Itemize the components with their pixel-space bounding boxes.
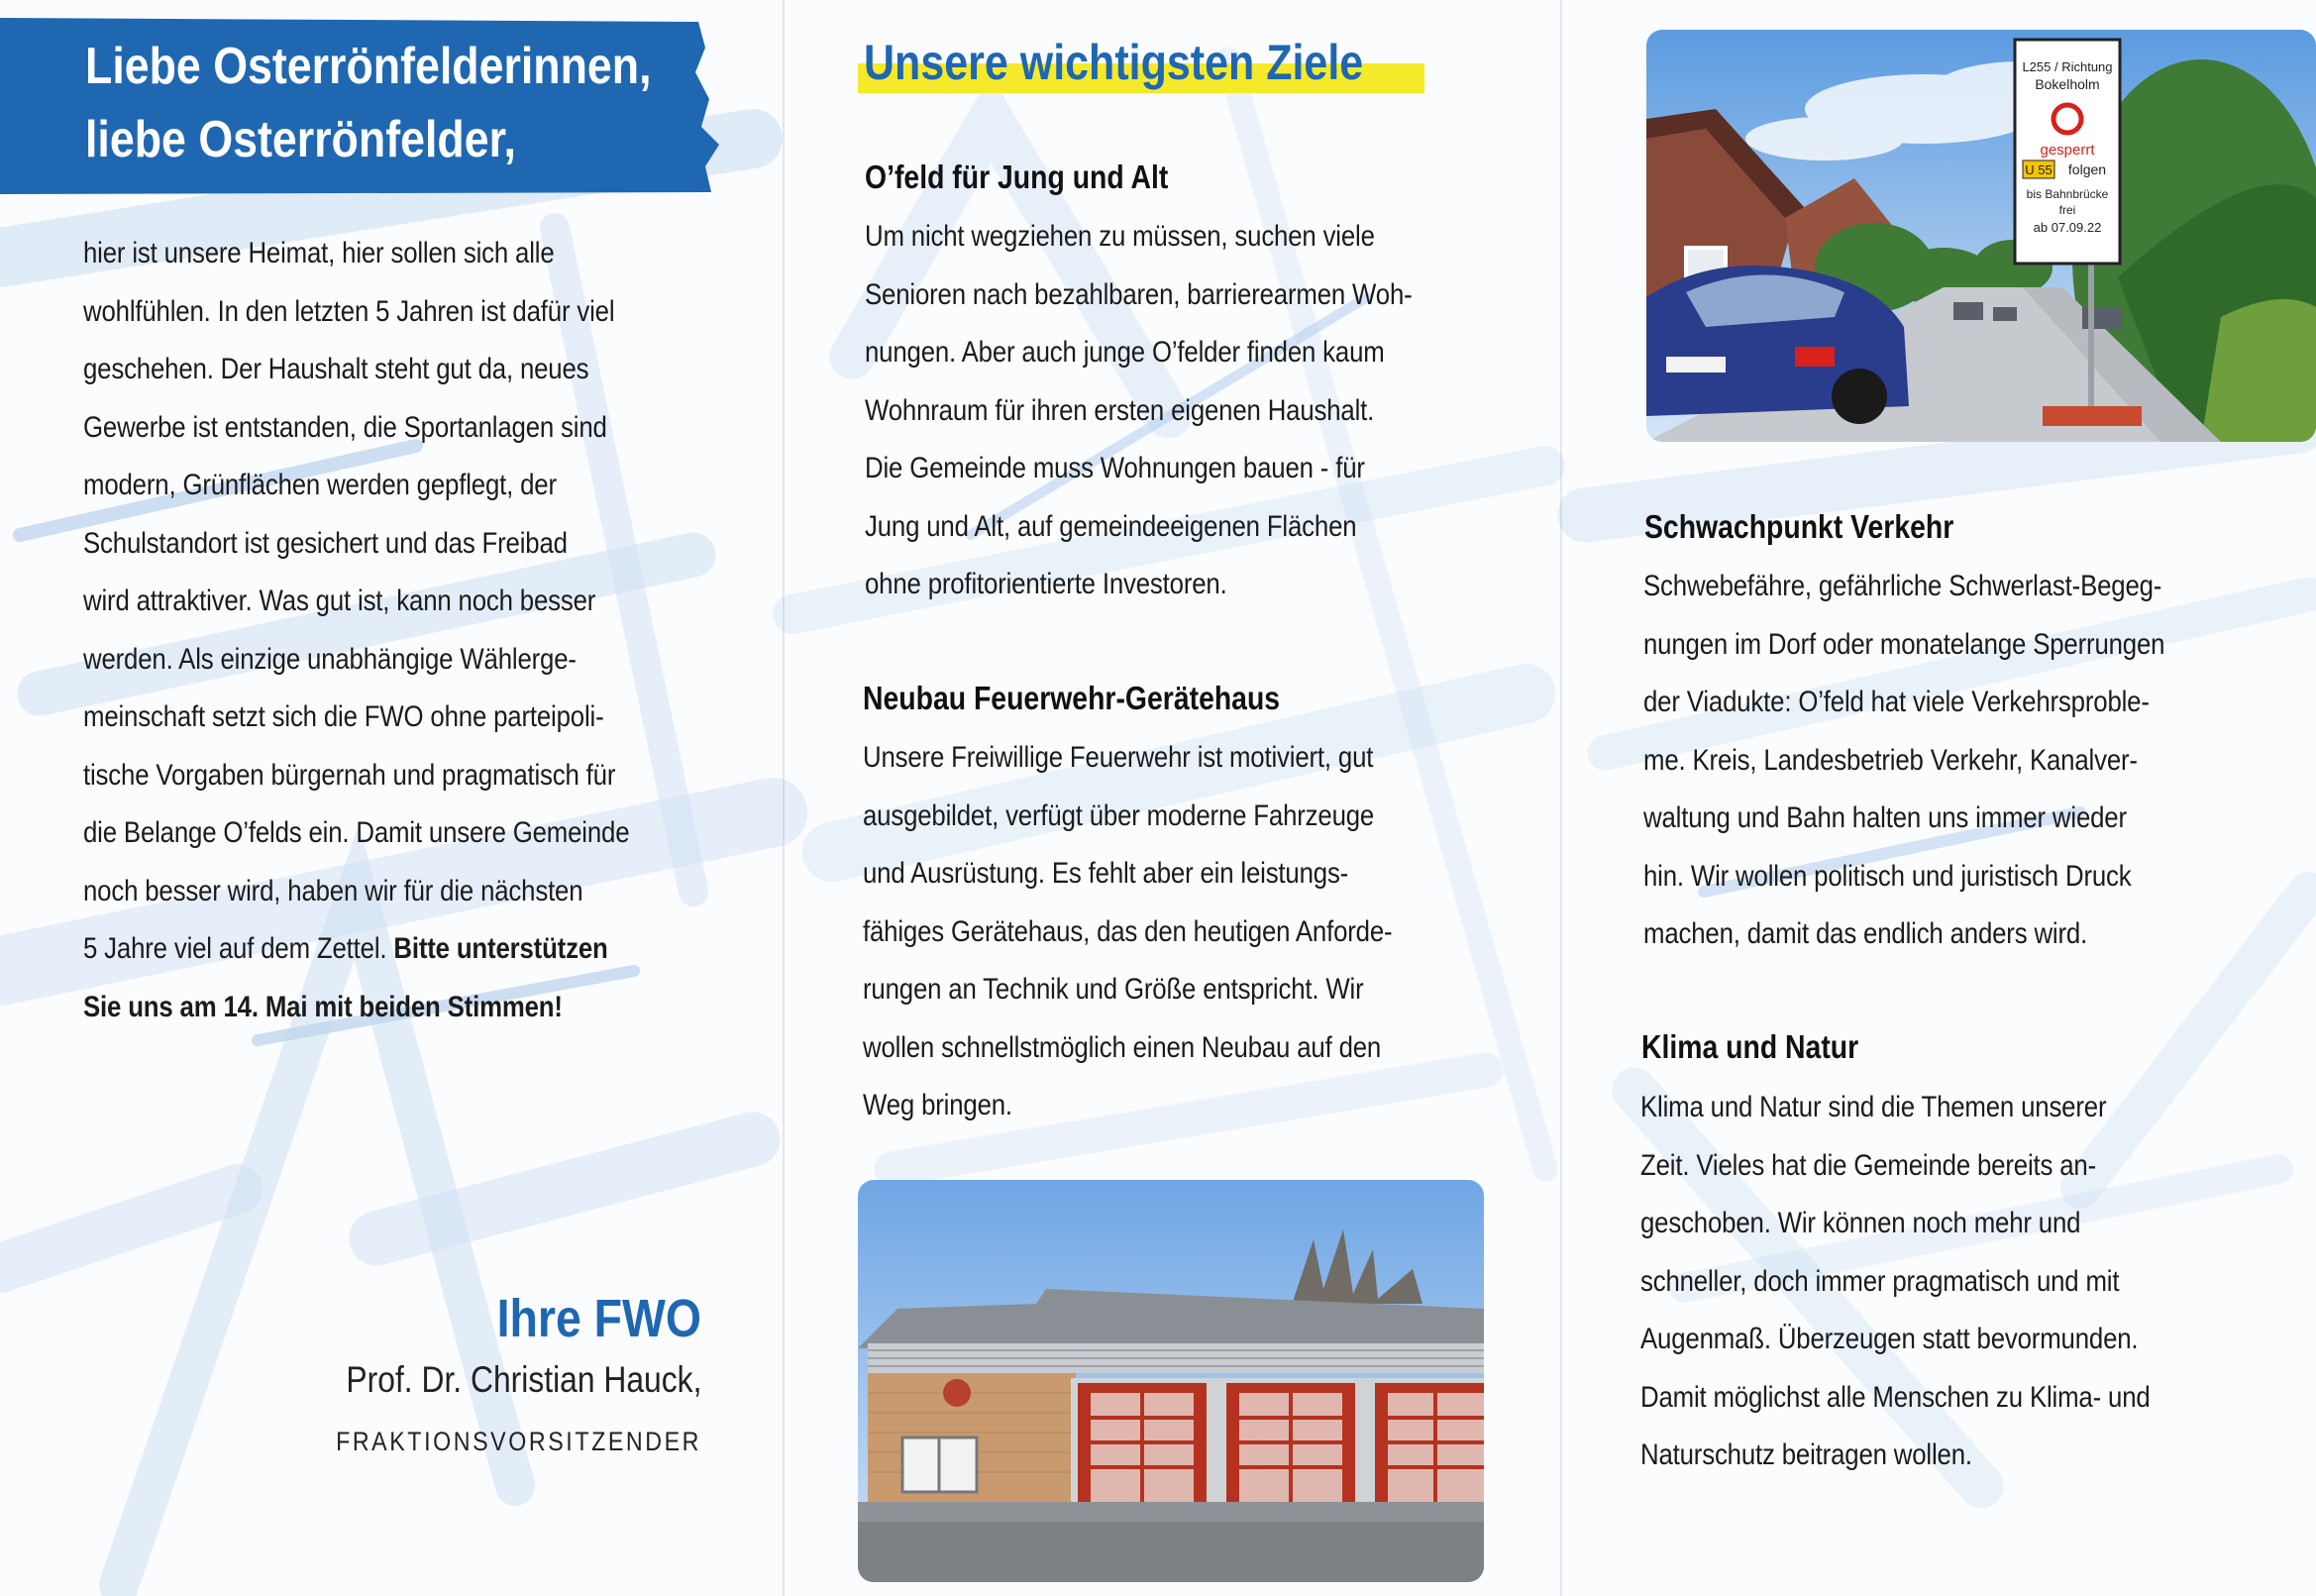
fold-line-2 — [1560, 0, 1562, 1596]
text-line: wollen schnellstmöglich einen Neubau auf den — [863, 1030, 1382, 1064]
road-sign — [2015, 40, 2120, 264]
greeting-line-2: liebe Osterrönfelder, — [85, 111, 516, 168]
section-text-climate — [1640, 1079, 2270, 1485]
goals-title: Unsere wichtigsten Ziele — [864, 35, 1364, 90]
section-heading-housing: O’feld für Jung und Alt — [865, 159, 1169, 195]
sign-line-1: L255 / Richtung — [2022, 59, 2113, 74]
intro-line: Gewerbe ist entstanden, die Sportanlagen sind — [83, 410, 607, 444]
text-line: Damit möglichst alle Menschen zu Klima- und — [1640, 1380, 2151, 1414]
text-line: ohne profitorientierte Investoren. — [865, 568, 1227, 600]
call-to-action-end: Sie uns am 14. Mai mit beiden Stimmen! — [83, 990, 563, 1023]
text-line: Senioren nach bezahlbaren, barrierearmen Woh- — [865, 277, 1413, 311]
text-line: machen, damit das endlich anders wird. — [1643, 917, 2088, 950]
text-line: Die Gemeinde muss Wohnungen bauen - für — [865, 452, 1365, 484]
text-line: Unsere Freiwillige Feuerwehr ist motiviert, gut — [863, 741, 1374, 774]
sign-line-6: frei — [2058, 203, 2076, 217]
signature-role: FRAKTIONSVORSITZENDER — [336, 1427, 701, 1456]
section-text-firestation — [863, 729, 1493, 1135]
text-line: Naturschutz beitragen wollen. — [1640, 1438, 1972, 1471]
intro-line: hier ist unsere Heimat, hier sollen sich alle — [83, 237, 555, 269]
text-line: nungen im Dorf oder monatelange Sperrungen — [1643, 627, 2165, 661]
sign-route-tag: U 55 — [2025, 162, 2053, 177]
intro-line — [83, 979, 713, 1037]
sign-line-7: ab 07.09.22 — [2033, 220, 2102, 235]
intro-line: noch besser wird, haben wir für die nächsten — [83, 874, 583, 907]
section-text-housing — [865, 208, 1495, 614]
text-line: der Viadukte: O’feld hat viele Verkehrsproble- — [1643, 686, 2150, 718]
intro-line: wird attraktiver. Was gut ist, kann noch besser — [83, 585, 596, 617]
intro-line: die Belange O’felds ein. Damit unsere Gemeinde — [83, 816, 630, 849]
intro-text-end: 5 Jahre viel auf dem Zettel. — [83, 932, 387, 965]
text-line: geschoben. Wir können noch mehr und — [1640, 1207, 2081, 1239]
greeting-line-1: Liebe Osterrönfelderinnen, — [85, 38, 652, 95]
intro-line — [83, 920, 713, 979]
text-line: hin. Wir wollen politisch und juristisch Druck — [1643, 859, 2132, 893]
text-line: nungen. Aber auch junge O’felder finden kaum — [865, 336, 1385, 369]
street-photo — [1646, 30, 2316, 442]
intro-line: werden. Als einzige unabhängige Wählerge- — [83, 642, 577, 676]
sign-route-text: folgen — [2067, 161, 2107, 177]
fold-line-1 — [783, 0, 785, 1596]
intro-line: Schulstandort ist gesichert und das Freibad — [83, 526, 568, 560]
text-line: Weg bringen. — [863, 1089, 1012, 1121]
intro-text — [83, 225, 713, 1036]
sign-line-2: Bokelholm — [2035, 76, 2100, 92]
sign-line-5: bis Bahnbrücke — [2026, 187, 2109, 201]
signature-name: Prof. Dr. Christian Hauck, — [346, 1359, 701, 1400]
section-heading-traffic: Schwachpunkt Verkehr — [1644, 508, 1954, 545]
fire-station-photo — [858, 1180, 1484, 1582]
text-line: Schwebefähre, gefährliche Schwerlast-Begeg- — [1643, 570, 2162, 602]
text-line: rungen an Technik und Größe entspricht. Wir — [863, 973, 1364, 1006]
text-line: ausgebildet, verfügt über moderne Fahrzeuge — [863, 798, 1375, 832]
text-line: und Ausrüstung. Es fehlt aber ein leistungs- — [863, 857, 1349, 890]
intro-line: geschehen. Der Haushalt steht gut da, neues — [83, 353, 589, 385]
sign-closed: gesperrt — [2040, 142, 2095, 159]
intro-line: wohlfühlen. In den letzten 5 Jahren ist dafür viel — [83, 294, 615, 328]
section-heading-firestation: Neubau Feuerwehr-Gerätehaus — [863, 680, 1281, 716]
text-line: Wohnraum für ihren ersten eigenen Haushalt. — [865, 393, 1375, 427]
call-to-action: Bitte unterstützen — [393, 932, 608, 965]
text-line: me. Kreis, Landesbetrieb Verkehr, Kanalver- — [1643, 743, 2138, 777]
section-text-traffic — [1643, 558, 2273, 964]
intro-line: tische Vorgaben bürgernah und pragmatisch für — [83, 758, 616, 792]
text-line: Klima und Natur sind die Themen unserer — [1640, 1091, 2107, 1123]
text-line: Zeit. Vieles hat die Gemeinde bereits an- — [1640, 1148, 2097, 1182]
signature-org: Ihre FWO — [496, 1289, 701, 1348]
text-line: Jung und Alt, auf gemeindeeigenen Flächen — [865, 509, 1357, 543]
intro-line: modern, Grünflächen werden gepflegt, der — [83, 469, 557, 501]
text-line: waltung und Bahn halten uns immer wieder — [1643, 801, 2127, 834]
intro-line: meinschaft setzt sich die FWO ohne parteipoli- — [83, 700, 604, 733]
greeting-heading — [85, 30, 652, 176]
text-line: Um nicht wegziehen zu müssen, suchen viele — [865, 220, 1375, 253]
section-heading-climate: Klima und Natur — [1641, 1028, 1859, 1065]
text-line: Augenmaß. Überzeugen statt bevormunden. — [1640, 1323, 2139, 1355]
text-line: fähiges Gerätehaus, das den heutigen Anforde- — [863, 914, 1393, 948]
text-line: schneller, doch immer pragmatisch und mit — [1640, 1264, 2120, 1298]
